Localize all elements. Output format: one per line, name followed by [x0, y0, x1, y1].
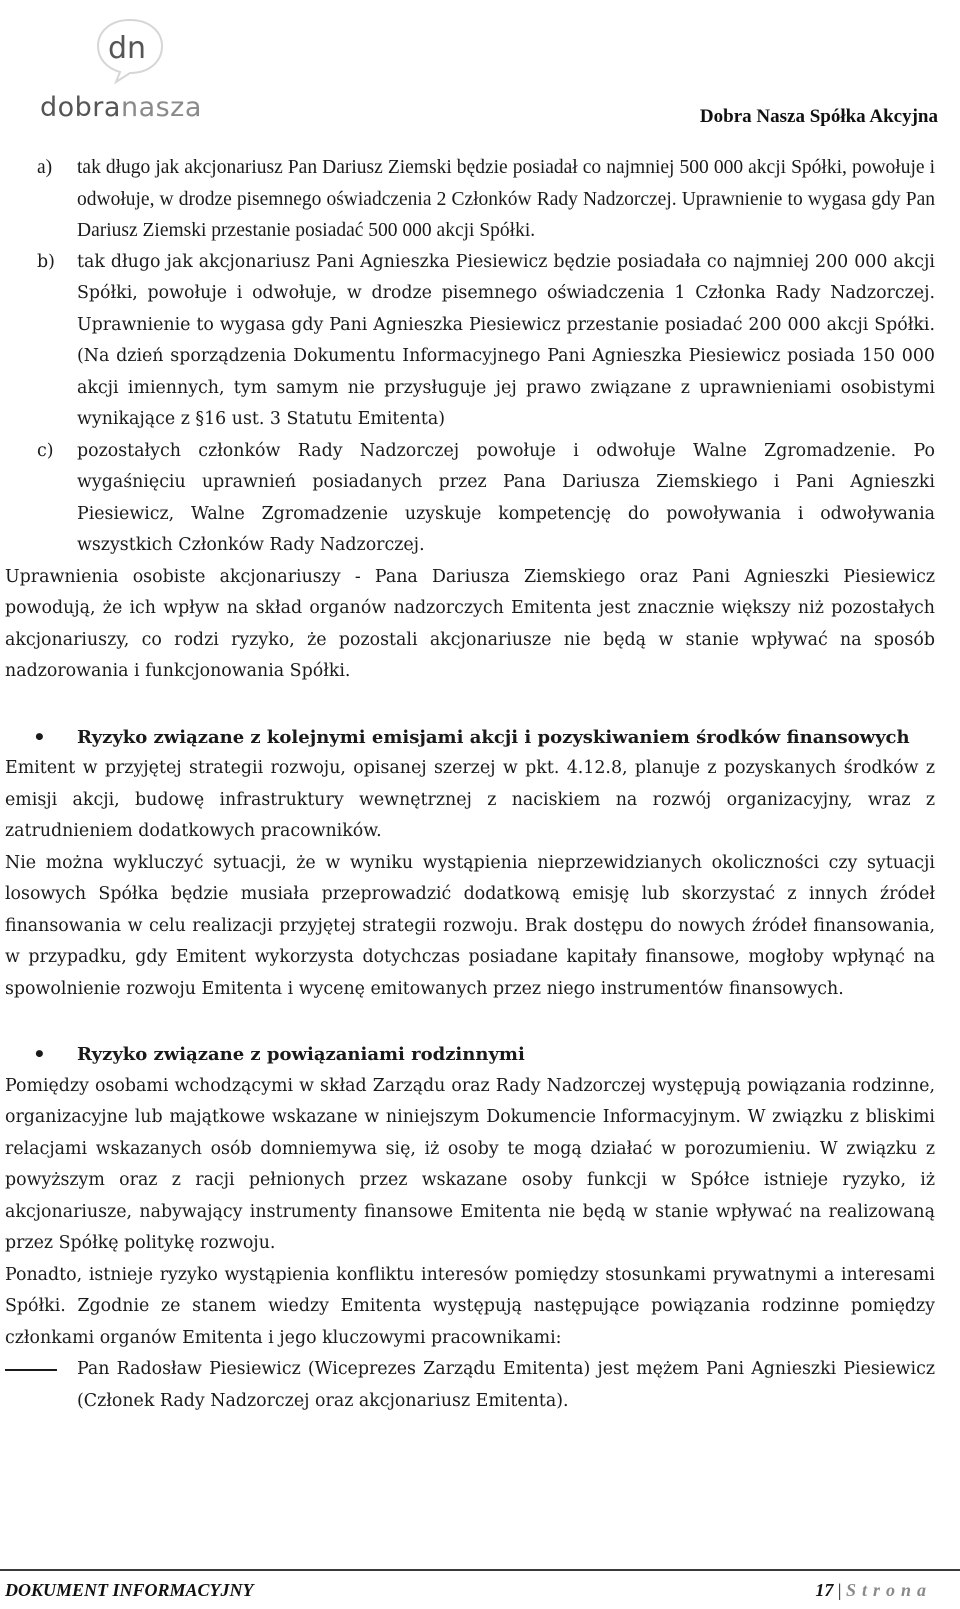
- list-marker: b): [37, 251, 55, 272]
- list-item-text: tak długo jak akcjonariusz Pan Dariusz Ziemski będzie posiadał co najmniej 500 000 akcji Spółki, powołuje i odwołuje, w drodze pisemnego oświadczenia 2 Członków Rady Nadzorczej. Uprawnienie to wygasa gdy Pan Dariusz Ziemski przestanie posiadać 500 000 akcji Spółki.: [77, 157, 935, 241]
- section-title: Ryzyko związane z powiązaniami rodzinnymi: [77, 1044, 525, 1065]
- section-heading-family: [5, 1039, 935, 1071]
- section-heading-emissions: [5, 722, 935, 754]
- page-number: 17: [815, 1580, 834, 1600]
- speech-bubble-logo-icon: [90, 14, 170, 84]
- list-item-c: [5, 436, 935, 562]
- footer-page-number: [815, 1580, 932, 1601]
- bullet-icon: •: [33, 724, 46, 749]
- list-marker: c): [37, 440, 54, 461]
- footer-separator: |: [837, 1580, 842, 1600]
- dash-list-item: [5, 1354, 935, 1417]
- list-item-b: [5, 247, 935, 436]
- list-item-a: [5, 152, 935, 247]
- list-item-text: Pan Radosław Piesiewicz (Wiceprezes Zarządu Emitenta) jest mężem Pani Agnieszki Piesiewicz (Członek Rady Nadzorczej oraz akcjonariusz Emitenta).: [77, 1359, 935, 1411]
- bullet-icon: •: [33, 1042, 46, 1066]
- list-item-text: pozostałych członków Rady Nadzorczej powołuje i odwołuje Walne Zgromadzenie. Po wygaśnięciu uprawnień posiadanych przez Pana Dariusza Ziemskiego i Pani Agnieszki Piesiewicz, Walne Zgromadzenie uzyskuje kompetencję do powoływania i odwoływania wszystkich Członków Rady Nadzorczej.: [77, 440, 935, 555]
- logo: [40, 12, 215, 127]
- svg-text:dn: dn: [108, 31, 147, 66]
- list-marker: a): [37, 157, 53, 178]
- logo-text-dobra: dobra: [40, 92, 121, 123]
- footer-divider: [0, 1569, 960, 1571]
- logo-text-nasza: nasza: [120, 92, 202, 123]
- paragraph: Emitent w przyjętej strategii rozwoju, opisanej szerzej w pkt. 4.12.8, planuje z pozyskanych środków z emisji akcji, budowę infrastruktury wewnętrznej z naciskiem na rozwój organizacyjny, wraz z zatrudnieniem dodatkowych pracowników.: [5, 758, 935, 841]
- section-title: Ryzyko związane z kolejnymi emisjami akcji i pozyskiwaniem środków finansowych: [77, 726, 910, 748]
- page-label: Strona: [845, 1580, 932, 1600]
- logo-wordmark: [40, 92, 202, 123]
- company-name: Dobra Nasza Spółka Akcyjna: [699, 106, 938, 127]
- dash-icon: [5, 1369, 57, 1371]
- paragraph: Nie można wykluczyć sytuacji, że w wyniku wystąpienia nieprzewidzianych okoliczności czy sytuacji losowych Spółka będzie musiała przeprowadzić dodatkową emisję lub skorzystać z innych źródeł finansowania w celu realizacji przyjętej strategii rozwoju. Brak dostępu do nowych źródeł finansowania, w przypadku, gdy Emitent wykorzysta dotychczas posiadane kapitały finansowe, mogłoby wpłynąć na spowolnienie rozwoju Emitenta i wycenę emitowanych przez niego instrumentów finansowych.: [5, 852, 935, 999]
- list-item-text: tak długo jak akcjonariusz Pani Agnieszka Piesiewicz będzie posiadała co najmniej 200 000 akcji Spółki, powołuje i odwołuje, w drodze pisemnego oświadczenia 1 Członka Rady Nadzorczej. Uprawnienie to wygasa gdy Pani Agnieszka Piesiewicz przestanie posiadać 200 000 akcji Spółki. (Na dzień sporządzenia Dokumentu Informacyjnego Pani Agnieszka Piesiewicz posiada 150 000 akcji imiennych, tym samym nie przysługuje jej prawo związane z uprawnieniami osobistymi wynikające z §16 ust. 3 Statutu Emitenta): [77, 251, 935, 429]
- paragraph-rights: Uprawnienia osobiste akcjonariuszy - Pana Dariusza Ziemskiego oraz Pani Agnieszki Piesiewicz powodują, że ich wpływ na skład organów nadzorczych Emitenta jest znacznie większy niż pozostałych akcjonariuszy, co rodzi ryzyko, że pozostali akcjonariusze nie będą w stanie wpływać na sposób nadzorowania i funkcjonowania Spółki.: [5, 566, 935, 681]
- paragraph: Pomiędzy osobami wchodzącymi w skład Zarządu oraz Rady Nadzorczej występują powiązania rodzinne, organizacyjne lub majątkowe wskazane w niniejszym Dokumencie Informacyjnym. W związku z bliskimi relacjami wskazanych osób domniemywa się, iż osoby te mogą działać w porozumieniu. W związku z powyższym oraz z racji pełnionych przez wskazane osoby funkcji w Spółce istnieje ryzyko, iż akcjonariusze, nabywający instrumenty finansowe Emitenta nie będą w stanie wpływać na realizowaną przez Spółkę politykę rozwoju.: [5, 1075, 935, 1253]
- footer-document-title: DOKUMENT INFORMACYJNY: [5, 1580, 254, 1600]
- document-body: [5, 152, 935, 1417]
- paragraph: Ponadto, istnieje ryzyko wystąpienia konfliktu interesów pomiędzy stosunkami prywatnymi a interesami Spółki. Zgodnie ze stanem wiedzy Emitenta występują następujące powiązania rodzinne pomiędzy członkami organów Emitenta i jego kluczowymi pracownikami:: [5, 1264, 935, 1348]
